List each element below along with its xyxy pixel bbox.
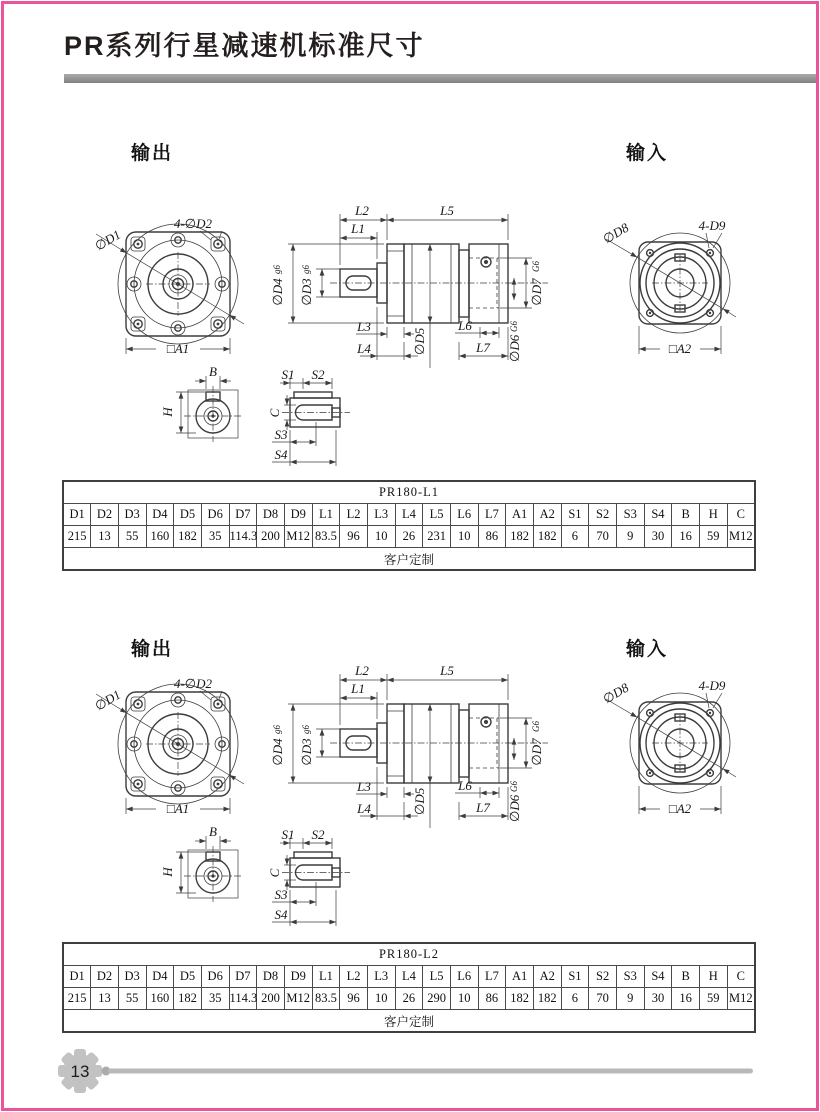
dimension-table-1 [62,480,756,571]
dim-value: 10 [450,988,478,1010]
column-header: L3 [367,504,395,526]
column-header: L7 [478,966,506,988]
page-number-gear [58,1049,102,1093]
section1-input-label: 输入 [626,143,669,164]
dim-value: 83.5 [312,526,340,548]
section2-output-label: 输出 [131,639,174,660]
column-header: D6 [201,504,229,526]
column-header: L1 [312,966,340,988]
dim-value: 182 [174,526,202,548]
dim-value: 26 [395,526,423,548]
column-header: S2 [589,966,617,988]
page-number: 13 [70,1062,90,1081]
table-header-row [63,504,755,526]
dim-value: 83.5 [312,988,340,1010]
dim-value: 10 [450,526,478,548]
column-header: D2 [91,966,119,988]
column-header: A1 [506,966,534,988]
table-footer-row [63,548,755,571]
custom-note: 客户定制 [63,1010,755,1033]
dim-value: 6 [561,526,589,548]
dim-value: 70 [589,526,617,548]
dim-value: 200 [257,526,285,548]
column-header: D3 [118,966,146,988]
page-title: PR系列行星减速机标准尺寸 [64,31,425,61]
column-header: D5 [174,504,202,526]
table-header-row [63,966,755,988]
dim-value: 59 [699,988,727,1010]
dim-value: M12 [727,988,755,1010]
column-header: D8 [257,966,285,988]
section1-drawing [0,190,820,480]
custom-note: 客户定制 [63,548,755,571]
column-header: S4 [644,966,672,988]
dim-value: 9 [616,988,644,1010]
footer-rule [108,1069,753,1074]
dim-value: 215 [63,988,91,1010]
column-header: L1 [312,504,340,526]
table-footer-row [63,1010,755,1033]
column-header: D4 [146,966,174,988]
dim-value: M12 [727,526,755,548]
dimension-table-2 [62,942,756,1033]
column-header: D5 [174,966,202,988]
dim-value: 86 [478,988,506,1010]
dim-value: 16 [672,526,700,548]
table-title-row [63,481,755,504]
dim-value: 55 [118,526,146,548]
column-header: H [699,504,727,526]
column-header: H [699,966,727,988]
dim-value: 59 [699,526,727,548]
column-header: S2 [589,504,617,526]
dim-value: 114.3 [229,526,257,548]
dim-value: 182 [506,988,534,1010]
column-header: L4 [395,966,423,988]
dim-value: 70 [589,988,617,1010]
column-header: C [727,966,755,988]
column-header: D8 [257,504,285,526]
column-header: C [727,504,755,526]
column-header: D1 [63,966,91,988]
section2-input-label: 输入 [626,639,669,660]
column-header: S4 [644,504,672,526]
column-header: L6 [450,504,478,526]
table-title: PR180-L1 [63,481,755,504]
column-header: D2 [91,504,119,526]
dim-value: 215 [63,526,91,548]
dim-value: 96 [340,988,368,1010]
dim-value: 114.3 [229,988,257,1010]
table-title-row [63,943,755,966]
dim-value: 231 [423,526,451,548]
dim-value: M12 [284,988,312,1010]
column-header: S3 [616,504,644,526]
dim-value: 10 [367,526,395,548]
dim-value: 26 [395,988,423,1010]
dim-value: 16 [672,988,700,1010]
dim-value: 86 [478,526,506,548]
dim-value: 10 [367,988,395,1010]
column-header: D7 [229,504,257,526]
column-header: L2 [340,966,368,988]
dim-value: 182 [174,988,202,1010]
column-header: L4 [395,504,423,526]
section2-drawing [0,650,820,940]
column-header: D7 [229,966,257,988]
column-header: D3 [118,504,146,526]
dim-value: 13 [91,988,119,1010]
page-footer [48,1040,768,1102]
column-header: D4 [146,504,174,526]
dim-value: 30 [644,526,672,548]
dim-value: 182 [533,988,561,1010]
dim-value: 182 [506,526,534,548]
column-header: L7 [478,504,506,526]
dim-value: M12 [284,526,312,548]
column-header: S1 [561,966,589,988]
column-header: L2 [340,504,368,526]
column-header: B [672,966,700,988]
column-header: L3 [367,966,395,988]
table-title: PR180-L2 [63,943,755,966]
column-header: D9 [284,504,312,526]
dim-value: 35 [201,526,229,548]
table-value-row [63,526,755,548]
table-value-row [63,988,755,1010]
column-header: S3 [616,966,644,988]
column-header: L6 [450,966,478,988]
dim-value: 30 [644,988,672,1010]
dim-value: 182 [533,526,561,548]
column-header: A2 [533,966,561,988]
column-header: B [672,504,700,526]
column-header: L5 [423,504,451,526]
column-header: S1 [561,504,589,526]
dim-value: 13 [91,526,119,548]
dim-value: 200 [257,988,285,1010]
dim-value: 160 [146,526,174,548]
dim-value: 9 [616,526,644,548]
dim-value: 6 [561,988,589,1010]
column-header: A2 [533,504,561,526]
column-header: D6 [201,966,229,988]
column-header: D9 [284,966,312,988]
dim-value: 55 [118,988,146,1010]
column-header: D1 [63,504,91,526]
column-header: L5 [423,966,451,988]
dim-value: 96 [340,526,368,548]
section1-output-label: 输出 [131,143,174,164]
column-header: A1 [506,504,534,526]
dim-value: 35 [201,988,229,1010]
dim-value: 290 [423,988,451,1010]
dim-value: 160 [146,988,174,1010]
title-rule [64,74,816,83]
